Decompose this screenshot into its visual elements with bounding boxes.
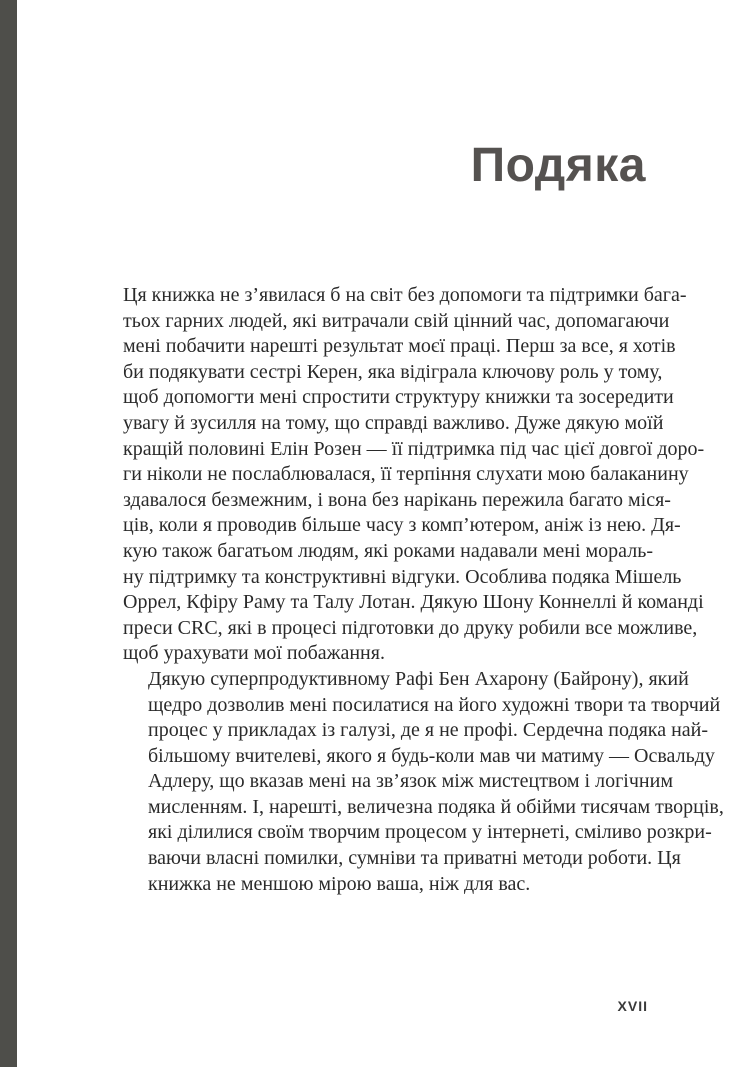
text-line: ну підтримку та конструктивні відгуки. Особлива подяка Мішель bbox=[123, 565, 682, 588]
page-edge-bar bbox=[0, 0, 17, 1067]
body-text bbox=[123, 283, 724, 897]
text-line: здавалося безмежним, і вона без нарікань пережила багато міся- bbox=[123, 488, 671, 511]
paragraph-2 bbox=[123, 667, 724, 897]
text-line: кую також багатьом людям, які роками надавали мені мораль- bbox=[123, 539, 653, 562]
text-line: щедро дозволив мені посилатися на його художні твори та творчий bbox=[148, 693, 721, 716]
text-line: ваючи власні помилки, сумніви та приватні методи роботи. Ця bbox=[148, 847, 681, 870]
paragraph-1 bbox=[123, 283, 705, 667]
text-line: більшому вчителеві, якого я будь-коли мав чи матиму — Освальду bbox=[148, 744, 715, 767]
chapter-title: Подяка bbox=[470, 139, 646, 192]
page-number: XVII bbox=[617, 998, 648, 1014]
text-line: тьох гарних людей, які витрачали свій цінний час, допомагаючи bbox=[123, 309, 670, 332]
text-line: Адлеру, що вказав мені на зв’язок між мистецтвом і логічним bbox=[148, 770, 673, 793]
text-line: кращій половині Елін Розен — її підтримка під час цієї довгої доро- bbox=[123, 437, 705, 460]
text-line: мені побачити нарешті результат моєї праці. Перш за все, я хотів bbox=[123, 335, 676, 358]
text-line: Ця книжка не з’явилася б на світ без допомоги та підтримки бага- bbox=[123, 284, 687, 306]
text-line: процес у прикладах із галузі, де я не профі. Сердечна подяка най- bbox=[148, 719, 709, 742]
text-line: Дякую суперпродуктивному Рафі Бен Ахарону (Байрону), який bbox=[148, 667, 689, 690]
text-line: ців, коли я проводив більше часу з комп’ютером, аніж із нею. Дя- bbox=[123, 514, 681, 537]
text-line: які ділилися своїм творчим процесом у інтернеті, сміливо розкри- bbox=[148, 821, 712, 844]
text-line: преси CRC, які в процесі підготовки до друку робили все можливе, bbox=[123, 616, 698, 639]
text-line: би подякувати сестрі Керен, яка відіграла ключову роль у тому, bbox=[123, 360, 663, 383]
text-line: щоб допомогти мені спростити структуру книжки та зосередити bbox=[123, 386, 674, 409]
text-line: щоб урахувати мої побажання. bbox=[123, 642, 385, 665]
text-line: Оррел, Кфіру Раму та Талу Лотан. Дякую Шону Коннеллі й команді bbox=[123, 591, 704, 614]
text-line: мисленням. І, нарешті, величезна подяка й обійми тисячам творців, bbox=[148, 795, 724, 818]
text-line: увагу й зусилля на тому, що справді важливо. Дуже дякую моїй bbox=[123, 411, 664, 434]
text-line: ги ніколи не послаблювалася, її терпіння слухати мою балаканину bbox=[123, 463, 689, 486]
text-line: книжка не меншою мірою ваша, ніж для вас. bbox=[148, 872, 531, 895]
